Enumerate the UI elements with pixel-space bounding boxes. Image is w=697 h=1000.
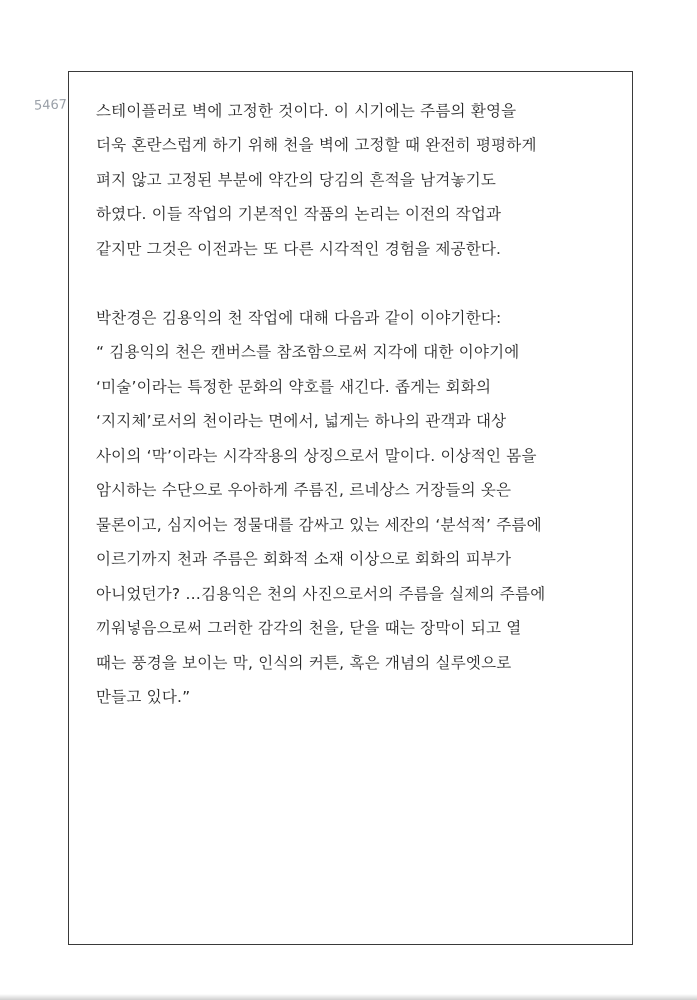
text-line: 때는 풍경을 보이는 막, 인식의 커튼, 혹은 개념의 실루엣으로 (96, 654, 512, 672)
text-line: ‘지지체’로서의 천이라는 면에서, 넓게는 하나의 관객과 대상 (96, 412, 507, 430)
text-line: 끼워넣음으로써 그러한 감각의 천을, 닫을 때는 장막이 되고 열 (96, 619, 522, 637)
text-line: 하였다. 이들 작업의 기본적인 작품의 논리는 이전의 작업과 (96, 205, 502, 223)
text-line: 만들고 있다.” (96, 688, 191, 706)
text-line: 물론이고, 심지어는 정물대를 감싸고 있는 세잔의 ‘분석적’ 주름에 (96, 516, 542, 534)
text-line: 암시하는 수단으로 우아하게 주름진, 르네상스 거장들의 옷은 (96, 481, 512, 499)
text-line: 펴지 않고 고정된 부분에 약간의 당김의 흔적을 남겨놓기도 (96, 171, 497, 189)
text-line: 아니었던가? …김용익은 천의 사진으로서의 주름을 실제의 주름에 (96, 585, 546, 603)
scan-edge (0, 994, 697, 1000)
text-line: ‘미술’이라는 특정한 문화의 약호를 새긴다. 좁게는 회화의 (96, 378, 492, 396)
text-line: 이르기까지 천과 주름은 회화적 소재 이상으로 회화의 피부가 (96, 550, 512, 568)
page-border (68, 71, 633, 945)
text-line: 더욱 혼란스럽게 하기 위해 천을 벽에 고정할 때 완전히 평평하게 (96, 136, 537, 154)
text-line: 같지만 그것은 이전과는 또 다른 시각적인 경험을 제공한다. (96, 240, 502, 258)
text-line: “ 김용익의 천은 캔버스를 참조함으로써 지각에 대한 이야기에 (96, 343, 520, 361)
text-line: 박찬경은 김용익의 천 작업에 대해 다음과 같이 이야기한다: (96, 309, 502, 327)
margin-page-number: 5467 (33, 97, 68, 114)
text-line: 사이의 ‘막’이라는 시각작용의 상징으로서 말이다. 이상적인 몸을 (96, 447, 537, 465)
text-line: 스테이플러로 벽에 고정한 것이다. 이 시기에는 주름의 환영을 (96, 102, 517, 120)
